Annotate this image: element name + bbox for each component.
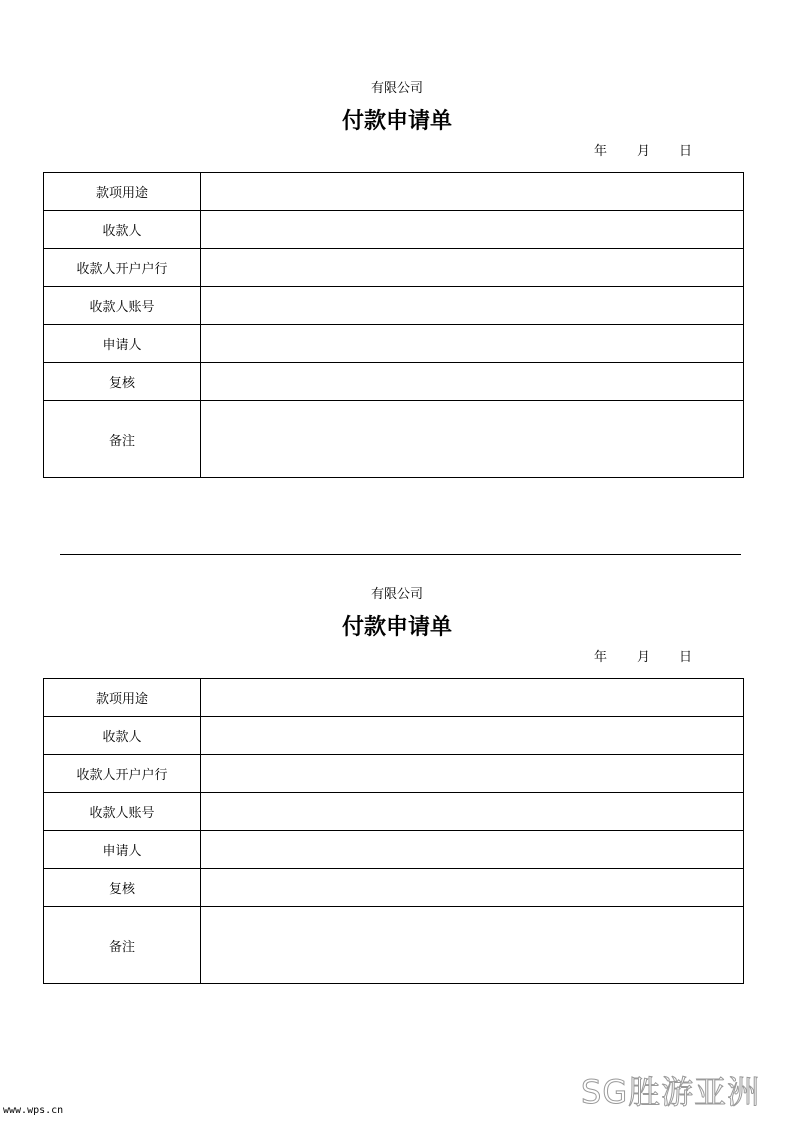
payee-bank-field[interactable] bbox=[201, 249, 744, 287]
date-month-label: 月 bbox=[637, 650, 651, 665]
table-row-applicant bbox=[44, 831, 744, 869]
review-label: 复核 bbox=[44, 363, 201, 401]
table-row-purpose bbox=[44, 173, 744, 211]
payee-account-field[interactable] bbox=[201, 793, 744, 831]
table-row-payee bbox=[44, 211, 744, 249]
applicant-label: 申请人 bbox=[44, 325, 201, 363]
table-row-payee bbox=[44, 717, 744, 755]
payment-table bbox=[43, 678, 744, 984]
payee-account-field[interactable] bbox=[201, 287, 744, 325]
date-day-label: 日 bbox=[679, 650, 693, 665]
purpose-field[interactable] bbox=[201, 173, 744, 211]
form-title: 付款申请单 bbox=[341, 614, 452, 640]
applicant-field[interactable] bbox=[201, 325, 744, 363]
applicant-field[interactable] bbox=[201, 831, 744, 869]
applicant-label: 申请人 bbox=[44, 831, 201, 869]
payee-label: 收款人 bbox=[44, 717, 201, 755]
purpose-label: 款项用途 bbox=[44, 173, 201, 211]
payee-bank-field[interactable] bbox=[201, 755, 744, 793]
purpose-label: 款项用途 bbox=[44, 679, 201, 717]
table-row-payee-account bbox=[44, 287, 744, 325]
review-field[interactable] bbox=[201, 363, 744, 401]
table-row-purpose bbox=[44, 679, 744, 717]
date-month-label: 月 bbox=[637, 144, 651, 159]
watermark-text: SG胜游亚洲 bbox=[581, 1073, 761, 1111]
table-row-payee-bank bbox=[44, 249, 744, 287]
table-row-payee-account bbox=[44, 793, 744, 831]
company-name: 有限公司 bbox=[370, 587, 423, 602]
table-row-remarks bbox=[44, 907, 744, 984]
company-name: 有限公司 bbox=[370, 81, 423, 96]
remarks-field[interactable] bbox=[201, 401, 744, 478]
cut-divider-line bbox=[60, 554, 741, 555]
table-row-applicant bbox=[44, 325, 744, 363]
table-row-remarks bbox=[44, 401, 744, 478]
payee-field[interactable] bbox=[201, 717, 744, 755]
date-year-label: 年 bbox=[594, 144, 608, 159]
table-row-payee-bank bbox=[44, 755, 744, 793]
table-row-review bbox=[44, 869, 744, 907]
table-row-review bbox=[44, 363, 744, 401]
purpose-field[interactable] bbox=[201, 679, 744, 717]
payee-account-label: 收款人账号 bbox=[44, 793, 201, 831]
review-field[interactable] bbox=[201, 869, 744, 907]
payee-bank-label: 收款人开户户行 bbox=[44, 249, 201, 287]
remarks-label: 备注 bbox=[44, 401, 201, 478]
payee-field[interactable] bbox=[201, 211, 744, 249]
payment-table bbox=[43, 172, 744, 478]
review-label: 复核 bbox=[44, 869, 201, 907]
payee-bank-label: 收款人开户户行 bbox=[44, 755, 201, 793]
payee-account-label: 收款人账号 bbox=[44, 287, 201, 325]
remarks-field[interactable] bbox=[201, 907, 744, 984]
date-day-label: 日 bbox=[679, 144, 693, 159]
footer-url: www.wps.cn bbox=[3, 1105, 64, 1116]
payee-label: 收款人 bbox=[44, 211, 201, 249]
date-year-label: 年 bbox=[594, 650, 608, 665]
remarks-label: 备注 bbox=[44, 907, 201, 984]
form-title: 付款申请单 bbox=[341, 108, 452, 134]
